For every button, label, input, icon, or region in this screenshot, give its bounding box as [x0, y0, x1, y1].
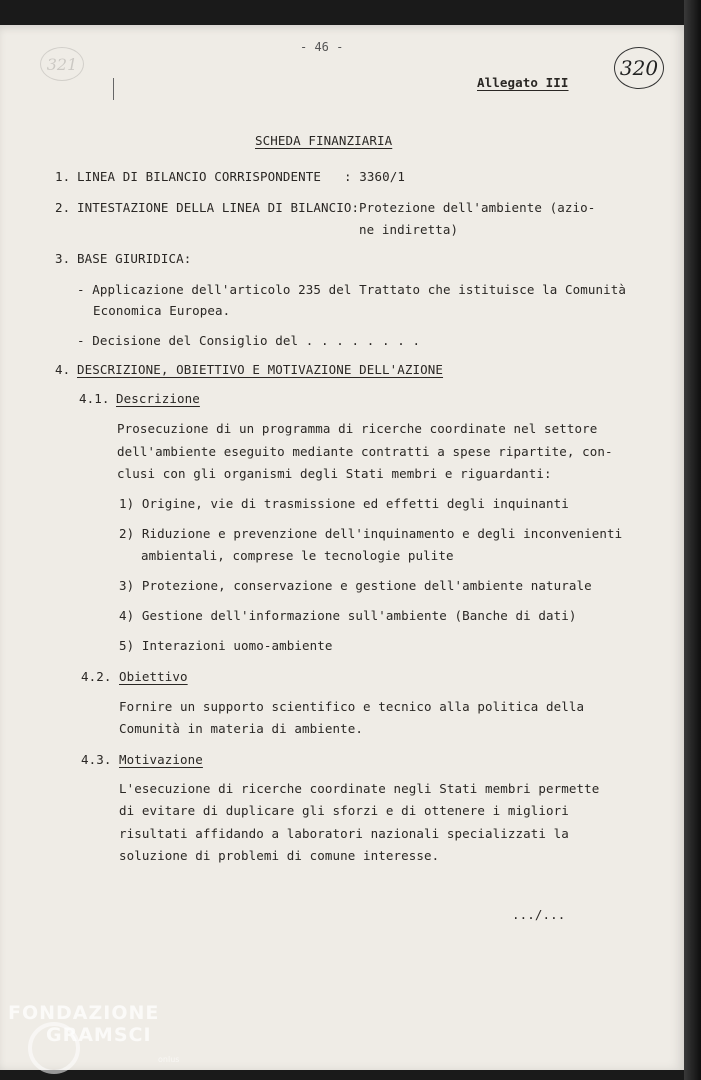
section-2-value-line2: ne indiretta): [359, 222, 459, 237]
description-item-1: 1) Origine, vie di trasmissione ed effetti degli inquinanti: [119, 496, 569, 511]
description-item-5: 5) Interazioni uomo-ambiente: [119, 638, 333, 653]
description-item-4: 4) Gestione dell'informazione sull'ambiente (Banche di dati): [119, 608, 577, 623]
section-4-label: DESCRIZIONE, OBIETTIVO E MOTIVAZIONE DELL'AZIONE: [77, 362, 444, 377]
section-2-number: 2.: [55, 200, 71, 215]
objective-line: Fornire un supporto scientifico e tecnico alla politica della: [119, 699, 585, 714]
allegato-label: Allegato III: [477, 75, 569, 90]
subsection-4-3-label: Motivazione: [119, 752, 203, 767]
motivation-line: soluzione di problemi di comune interesse.: [119, 848, 440, 863]
subsection-4-3-number: 4.3.: [81, 752, 112, 767]
section-3-label: BASE GIURIDICA:: [77, 251, 192, 266]
page-number: - 46 -: [300, 40, 344, 54]
section-1-number: 1.: [55, 169, 71, 184]
legal-basis-item-1-cont: Economica Europea.: [93, 303, 231, 318]
section-2-value-line1: Protezione dell'ambiente (azio-: [359, 200, 596, 215]
section-1-label: LINEA DI BILANCIO CORRISPONDENTE: [77, 169, 322, 184]
description-line: clusi con gli organismi degli Stati membri e riguardanti:: [117, 466, 552, 481]
margin-mark: [113, 78, 114, 100]
legal-basis-item-1: - Applicazione dell'articolo 235 del Trattato che istituisce la Comunità: [77, 282, 627, 297]
description-item-2: 2) Riduzione e prevenzione dell'inquinamento e degli inconvenienti: [119, 526, 623, 541]
watermark: [8, 1002, 159, 1046]
watermark-line1: FONDAZIONE: [8, 1002, 160, 1024]
section-4-number: 4.: [55, 362, 71, 377]
subsection-4-1-number: 4.1.: [79, 391, 110, 406]
description-item-3: 3) Protezione, conservazione e gestione dell'ambiente naturale: [119, 578, 592, 593]
continuation-mark: .../...: [512, 907, 566, 922]
section-1-value: : 3360/1: [344, 169, 406, 184]
watermark-onlus: onlus: [158, 1055, 180, 1064]
objective-line: Comunità in materia di ambiente.: [119, 721, 364, 736]
description-line: Prosecuzione di un programma di ricerche coordinate nel settore: [117, 421, 598, 436]
motivation-line: L'esecuzione di ricerche coordinate negli Stati membri permette: [119, 781, 600, 796]
subsection-4-1-label: Descrizione: [116, 391, 200, 406]
scan-edge: [684, 0, 701, 1080]
legal-basis-item-2: - Decisione del Consiglio del . . . . . . . .: [77, 333, 421, 348]
description-item-2-cont: ambientali, comprese le tecnologie pulite: [141, 548, 454, 563]
document-title: SCHEDA FINANZIARIA: [255, 133, 393, 148]
description-line: dell'ambiente eseguito mediante contratti a spese ripartite, con-: [117, 444, 613, 459]
faint-archive-stamp: 321: [40, 47, 84, 81]
motivation-line: risultati affidando a laboratori nazionali specializzati la: [119, 826, 569, 841]
subsection-4-2-label: Obiettivo: [119, 669, 188, 684]
watermark-line2: GRAMSCI: [46, 1024, 152, 1046]
section-3-number: 3.: [55, 251, 71, 266]
archive-number-stamp: 320: [614, 47, 664, 89]
subsection-4-2-number: 4.2.: [81, 669, 112, 684]
motivation-line: di evitare di duplicare gli sforzi e di ottenere i migliori: [119, 803, 569, 818]
section-2-label: INTESTAZIONE DELLA LINEA DI BILANCIO:: [77, 200, 360, 215]
